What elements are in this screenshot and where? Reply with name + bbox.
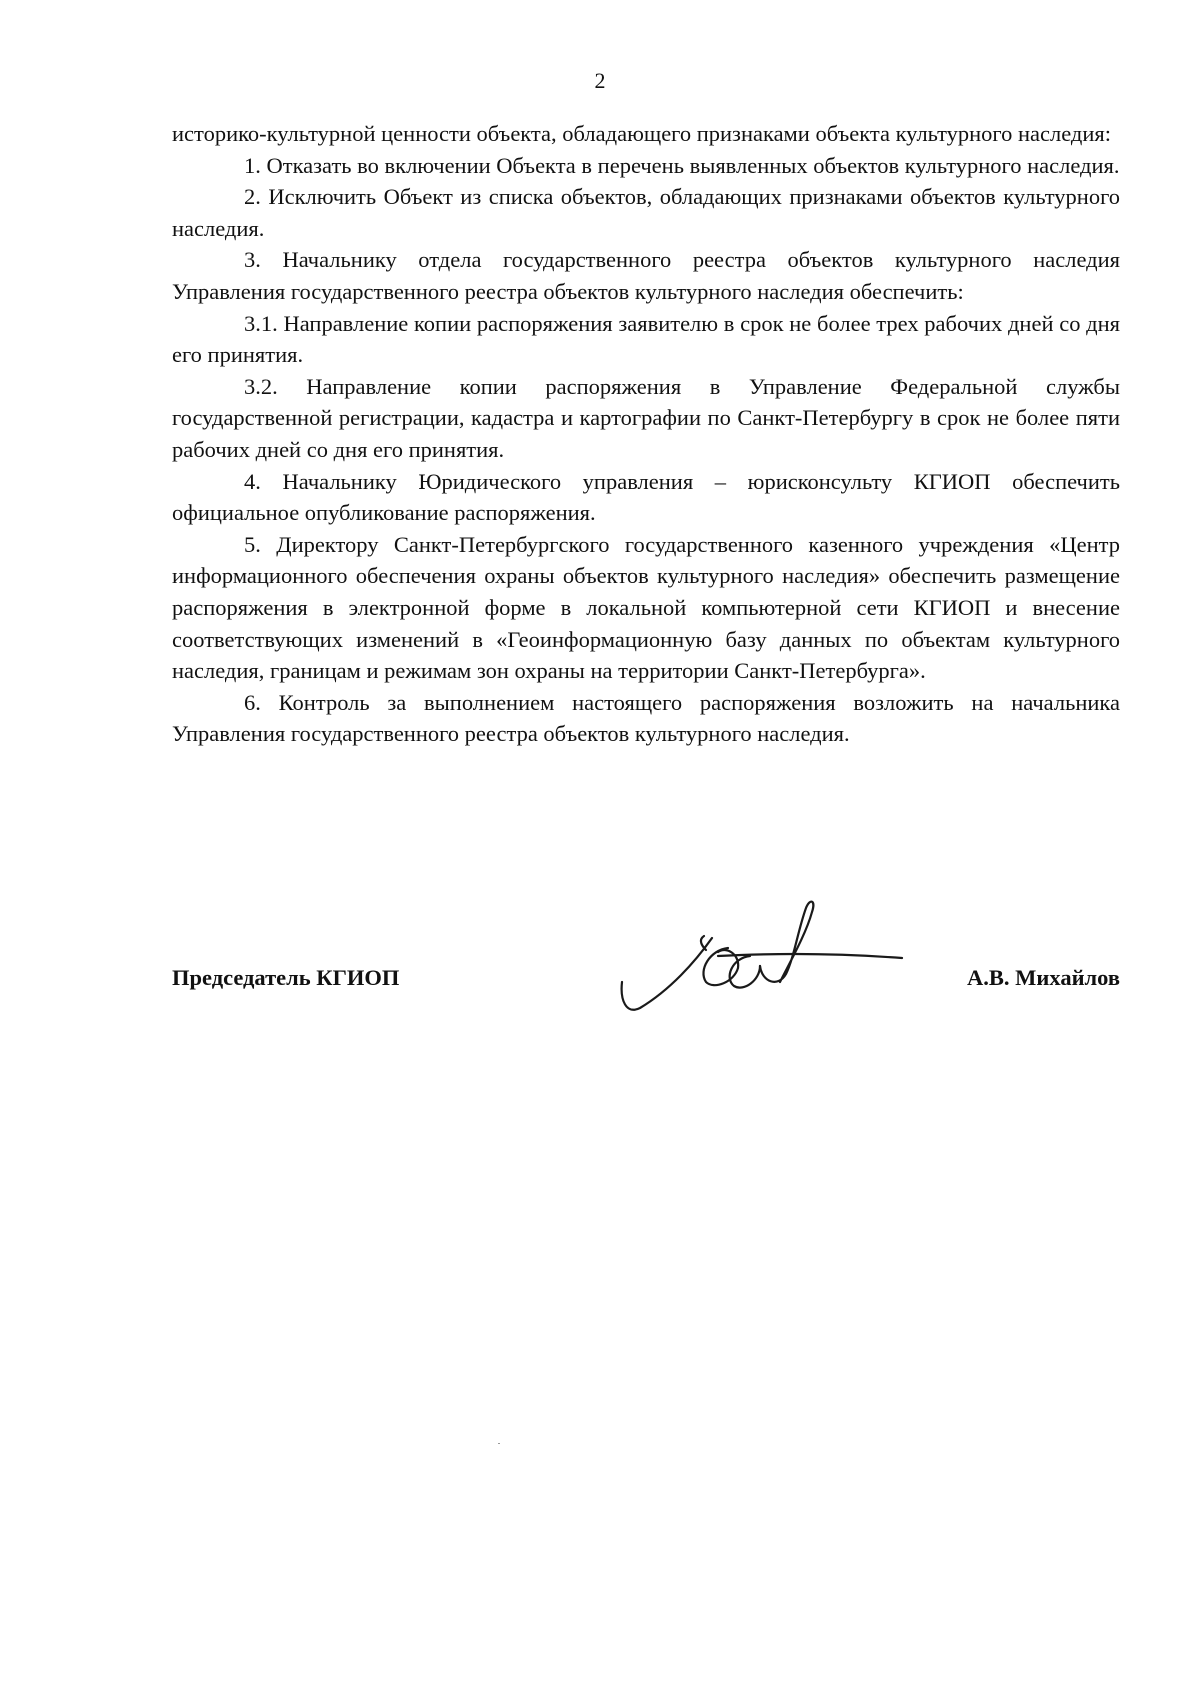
- signatory-title: Председатель КГИОП: [172, 965, 400, 990]
- page-number: 2: [594, 68, 606, 93]
- paragraph-item-1: 1. Отказать во включении Объекта в перечень выявленных объектов культурного наследия.: [244, 152, 1120, 178]
- signatory-name: А.В. Михайлов: [967, 965, 1120, 990]
- paragraph-item-3-2: 3.2. Направление копии распоряжения в Управление Федеральной службы государственной регистрации, кадастра и картографии по Санкт-Петербургу в срок не более пяти рабочих дней со дня его принятия.: [172, 373, 1120, 462]
- paragraph-item-5: 5. Директору Санкт-Петербургского государственного казенного учреждения «Центр информационного обеспечения охраны объектов культурного наследия» обеспечить размещение распоряжения в электронной форме в локальной компьютерной сети КГИОП и внесение соответствующих изменений в «Геоинформационную базу данных по объектам культурного наследия, границам и режимам зон охраны на территории Санкт-Петербурга».: [172, 531, 1120, 684]
- paragraph-item-2: 2. Исключить Объект из списка объектов, обладающих признаками объектов культурного наследия.: [172, 184, 1120, 241]
- scan-speck: [498, 1443, 500, 1444]
- paragraph-item-3-1: 3.1. Направление копии распоряжения заявителю в срок не более трех рабочих дней со дня его принятия.: [172, 310, 1120, 368]
- paragraph-item-6: 6. Контроль за выполнением настоящего распоряжения возложить на начальника Управления государственного реестра объектов культурного наследия.: [172, 689, 1120, 747]
- document-body: [172, 118, 1120, 750]
- signature-block: [172, 962, 1120, 1002]
- handwritten-signature: [610, 890, 910, 1030]
- paragraph-intro: историко-культурной ценности объекта, обладающего признаками объекта культурного наследия:: [172, 121, 1111, 146]
- paragraph-item-4: 4. Начальнику Юридического управления – юрисконсульту КГИОП обеспечить официальное опубликование распоряжения.: [172, 468, 1120, 526]
- paragraph-item-3: 3. Начальнику отдела государственного реестра объектов культурного наследия Управления государственного реестра объектов культурного наследия обеспечить:: [172, 247, 1120, 304]
